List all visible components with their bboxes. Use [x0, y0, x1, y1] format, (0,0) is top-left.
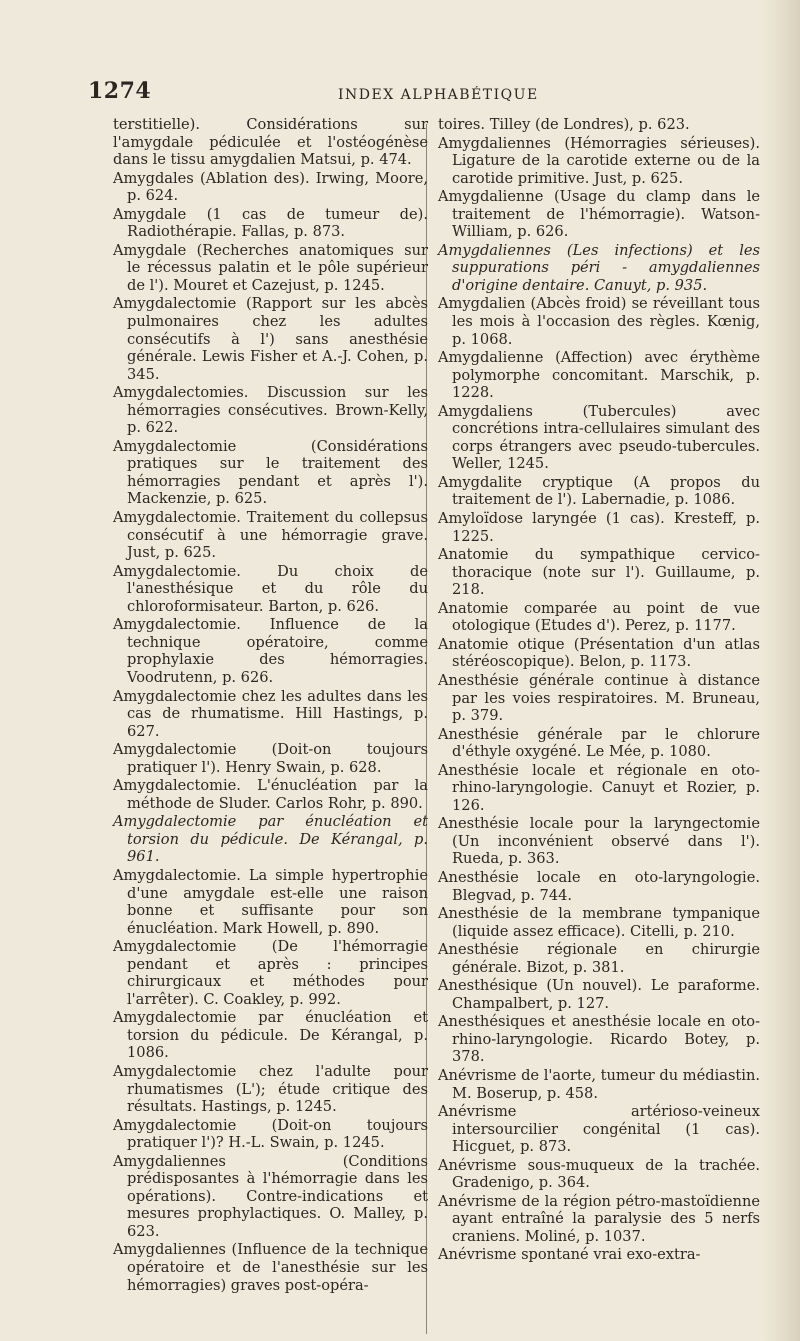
index-entry: Amygdalien (Abcès froid) se réveillant tous les mois à l'occasion des règles. Kœnig, p. 1068. [438, 295, 760, 348]
left-column [113, 116, 428, 1295]
index-entry: Anévrisme sous-muqueux de la trachée. Gradenigo, p. 364. [438, 1156, 760, 1192]
index-entry: Anesthésie de la membrane tympanique (liquide assez efficace). Citelli, p. 210. [438, 905, 760, 940]
index-entry: Amygdaliennes (Influence de la technique opératoire et de l'anesthésie sur les hémorragies) graves post-opéra- [113, 1241, 428, 1294]
page-edge-shadow [762, 0, 800, 1341]
index-entry: Amygdalectomie. Du choix de l'anesthésique et du rôle du chloroformisateur. Barton, p. 626. [113, 562, 428, 615]
index-entry: Anesthésie générale par le chlorure d'éthyle oxygéné. Le Mée, p. 1080. [438, 725, 760, 761]
index-entry: Anesthésie locale pour la laryngectomie (Un inconvénient observé dans l'). Rueda, p. 363. [438, 815, 760, 868]
right-column [438, 116, 760, 1265]
index-entry: Anévrisme artérioso-veineux intersourcilier congénital (1 cas). Hicguet, p. 873. [438, 1103, 760, 1156]
index-entry: Amygdalienne (Usage du clamp dans le traitement de l'hémorragie). Watson-William, p. 626. [438, 188, 760, 241]
index-entry: Amygdalectomie chez l'adulte pour rhumatismes (L'); étude critique des résultats. Hastings, p. 1245. [113, 1062, 428, 1116]
index-entry: Amygdaliens (Tubercules) avec concrétions intra-cellulaires simulant des corps étrangers avec pseudo-tubercules. Weller, 1245. [438, 402, 760, 473]
index-entry: Anatomie comparée au point de vue otologique (Etudes d'). Perez, p. 1177. [438, 599, 760, 635]
index-entry: Amygdales (Ablation des). Irwing, Moore, p. 624. [113, 169, 428, 205]
index-entry: Anesthésie générale continue à distance par les voies respiratoires. M. Bruneau, p. 379. [438, 671, 760, 725]
index-entry: Anatomie otique (Présentation d'un atlas stéréoscopique). Belon, p. 1173. [438, 635, 760, 671]
page-number: 1274 [88, 78, 152, 104]
index-entry: Amygdalectomie. Influence de la technique opératoire, comme prophylaxie des hémorragies. Voodrutenn, p. 626. [113, 616, 428, 686]
index-entry: Amygdalectomie. Traitement du collepsus consécutif à une hémorragie grave. Just, p. 625. [113, 509, 428, 562]
index-entry: Anévrisme de la région pétro-mastoïdienne ayant entraîné la paralysie des 5 nerfs craniens. Moliné, p. 1037. [438, 1192, 760, 1245]
index-entry: Anesthésique (Un nouvel). Le paraforme. Champalbert, p. 127. [438, 977, 760, 1012]
index-entry: Anévrisme spontané vrai exo-extra- [438, 1246, 701, 1264]
page-header [88, 78, 748, 118]
running-title: INDEX ALPHABÉTIQUE [338, 87, 539, 103]
index-entry: Amyloïdose laryngée (1 cas). Kresteff, p. 1225. [438, 510, 760, 545]
index-entry: Amygdalectomie par énucléation et torsion du pédicule. De Kérangal, p. 1086. [113, 1009, 428, 1062]
index-entry: Amygdalectomie (Doit-on toujours pratiquer l')? H.-L. Swain, p. 1245. [113, 1116, 428, 1152]
index-entry: Anévrisme de l'aorte, tumeur du médiastin. M. Boserup, p. 458. [438, 1066, 760, 1102]
index-entry: Amygdale (Recherches anatomiques sur le récessus palatin et le pôle supérieur de l'). Mouret et Cazejust, p. 1245. [113, 241, 428, 294]
index-entry: Anesthésie locale et régionale en oto-rhino-laryngologie. Canuyt et Rozier, p. 126. [438, 761, 760, 814]
index-entry: Amygdalectomie. La simple hypertrophie d'une amygdale est-elle une raison bonne et suffisante pour son énucléation. Mark Howell, p. 890. [113, 866, 428, 937]
index-entry: Amygdalectomie. L'énucléation par la méthode de Sluder. Carlos Rohr, p. 890. [113, 777, 428, 812]
index-entry: Amygdalienne (Affection) avec érythème polymorphe concomitant. Marschik, p. 1228. [438, 349, 760, 402]
index-entry: Amygdalectomie (Considérations pratiques sur le traitement des hémorragies pendant et après l'). Mackenzie, p. 625. [113, 437, 428, 508]
index-entry: Amygdalectomies. Discussion sur les hémorragies consécutives. Brown-Kelly, p. 622. [113, 384, 428, 437]
index-entry: Anesthésie locale en oto-laryngologie. Blegvad, p. 744. [438, 868, 760, 904]
index-entry: Amygdalectomie (Rapport sur les abcès pulmonaires chez les adultes consécutifs à l') sans anesthésie générale. Lewis Fisher et A.-J. Cohen, p. 345. [113, 295, 428, 383]
index-entry: Anatomie du sympathique cervico-thoracique (note sur l'). Guillaume, p. 218. [438, 546, 760, 599]
index-entry: Amygdalite cryptique (A propos du traitement de l'). Labernadie, p. 1086. [438, 473, 760, 509]
index-entry: Amygdale (1 cas de tumeur de). Radiothérapie. Fallas, p. 873. [113, 205, 428, 241]
index-entry: Anesthésiques et anesthésie locale en oto-rhino-laryngologie. Ricardo Botey, p. 378. [438, 1013, 760, 1066]
index-entry: Amygdalectomie chez les adultes dans les cas de rhumatisme. Hill Hastings, p. 627. [113, 687, 428, 740]
index-entry: Amygdalectomie (Doit-on toujours pratiquer l'). Henry Swain, p. 628. [113, 741, 428, 776]
index-entry: Amygdaliennes (Hémorragies sérieuses). Ligature de la carotide externe ou de la carotide primitive. Just, p. 625. [438, 134, 760, 187]
index-entry: terstitielle). Considérations sur l'amygdale pédiculée et l'ostéogénèse dans le tissu amygdalien Matsui, p. 474. [113, 116, 428, 169]
index-entry: Amygdaliennes (Les infections) et les suppurations péri - amygdaliennes d'origine dentaire. Canuyt, p. 935. [438, 241, 760, 294]
index-entry: Amygdalectomie par énucléation et torsion du pédicule. De Kérangal, p. 961. [113, 813, 428, 866]
index-entry: Anesthésie régionale en chirurgie générale. Bizot, p. 381. [438, 941, 760, 976]
index-entry: Amygdalectomie (De l'hémorragie pendant et après : principes chirurgicaux et méthodes pour l'arrêter). C. Coakley, p. 992. [113, 938, 428, 1008]
index-entry: Amygdaliennes (Conditions prédisposantes à l'hémorragie dans les opérations). Contre-indications et mesures prophylactiques. O. Malley, p. 623. [113, 1152, 428, 1240]
index-entry: toires. Tilley (de Londres), p. 623. [438, 116, 690, 133]
